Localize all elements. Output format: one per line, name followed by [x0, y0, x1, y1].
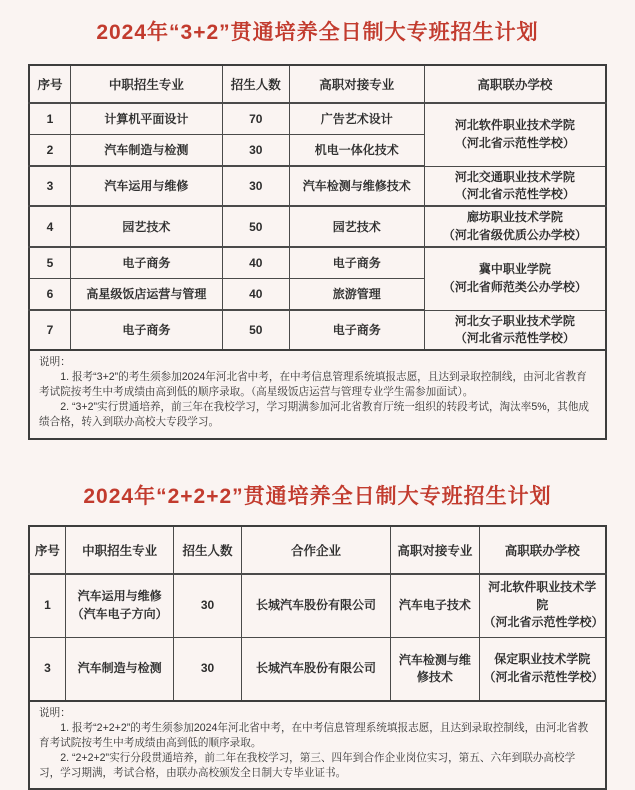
- th-secondary-major: 中职招生专业: [71, 65, 223, 103]
- note-line-1: 1. 报考“2+2+2”的考生须参加2024年河北省中考，在中考信息管理系统填报志愿，且达到录取控制线，由河北省教育考试院按考生中考成绩由高到低的顺序录取。: [39, 721, 589, 749]
- notes-label: 说明：: [39, 706, 71, 719]
- cell-partner-school: [424, 247, 606, 310]
- cell-secondary-major: 汽车制造与检测: [71, 135, 223, 167]
- cell-secondary-major: 电子商务: [71, 310, 223, 350]
- cell-enrollment-count: 50: [222, 206, 289, 247]
- cell-college-major: 机电一体化技术: [289, 135, 424, 167]
- table-row-3: [29, 166, 606, 206]
- th-secondary-major: 中职招生专业: [65, 526, 173, 574]
- table-row-1: [29, 103, 606, 135]
- school-name: 河北软件职业技术学院: [454, 118, 575, 133]
- school-tag: （河北省示范性学校）: [454, 186, 575, 201]
- cell-partner-school: [479, 574, 606, 638]
- school-name: 河北交通职业技术学院: [454, 169, 575, 184]
- cell-secondary-major: 高星级饭店运营与管理: [71, 279, 223, 311]
- cell-partner-school: [424, 166, 606, 206]
- cell-index: 5: [29, 247, 71, 279]
- table2-header: [29, 526, 606, 574]
- note-line-1: 1. 报考“3+2”的考生须参加2024年河北省中考，在中考信息管理系统填报志愿，且达到录取控制线，由河北省教育考试院按考生中考成绩由高到低的顺序录取。（高星级饭店运营与管理专业学生需参加面试）。: [39, 371, 587, 399]
- cell-college-major: 汽车电子技术: [391, 574, 479, 638]
- cell-partner-school: [479, 637, 606, 701]
- cell-index: 2: [29, 135, 71, 167]
- cell-college-major: 汽车检测与维修技术: [289, 166, 424, 206]
- table1-body: [29, 103, 606, 439]
- cell-partner-school: [424, 103, 606, 166]
- notes-section: [29, 350, 606, 438]
- school-name: 河北女子职业技术学院: [454, 313, 575, 328]
- table-2plus2plus2-enrollment: [28, 525, 607, 790]
- cell-index: 1: [29, 574, 65, 638]
- table-row-5: [29, 247, 606, 279]
- table2-notes-row: [29, 701, 606, 789]
- school-name: 保定职业技术学院: [494, 652, 591, 667]
- cell-enrollment-count: 40: [222, 247, 289, 279]
- school-name: 廊坊职业技术学院: [466, 210, 563, 225]
- cell-college-major: 汽车检测与维修技术: [391, 637, 479, 701]
- table1-header: [29, 65, 606, 103]
- table-row-1: [29, 574, 606, 638]
- table-row-2: [29, 637, 606, 701]
- school-tag: （河北省示范性学校）: [454, 135, 575, 150]
- cell-secondary-major: 计算机平面设计: [71, 103, 223, 135]
- th-enrollment-count: 招生人数: [222, 65, 289, 103]
- cell-secondary-major: 电子商务: [71, 247, 223, 279]
- cell-college-major: 电子商务: [289, 247, 424, 279]
- cell-secondary-major: [65, 574, 173, 638]
- notes-label: 说明：: [39, 356, 71, 369]
- th-index: 序号: [29, 526, 65, 574]
- table-row-4: [29, 206, 606, 247]
- cell-enrollment-count: 50: [222, 310, 289, 350]
- school-tag: （河北省示范性学校）: [454, 330, 575, 345]
- school-tag: （河北省示范性学校）: [483, 615, 604, 630]
- table-row-7: [29, 310, 606, 350]
- table-3plus2-enrollment: [28, 64, 607, 440]
- cell-secondary-major: 汽车制造与检测: [65, 637, 173, 701]
- title-2plus2plus2-plan: 2024年“2+2+2”贯通培养全日制大专班招生计划: [83, 484, 552, 508]
- th-enrollment-count: 招生人数: [174, 526, 242, 574]
- major-name: 汽车运用与维修: [77, 589, 162, 604]
- cell-secondary-major: 园艺技术: [71, 206, 223, 247]
- cell-partner-school: [424, 310, 606, 350]
- cell-index: 1: [29, 103, 71, 135]
- cell-cooperating-company: 长城汽车股份有限公司: [241, 574, 390, 638]
- school-tag: （河北省师范类公办学校）: [442, 279, 587, 294]
- cell-index: 7: [29, 310, 71, 350]
- cell-secondary-major: 汽车运用与维修: [71, 166, 223, 206]
- cell-college-major: 旅游管理: [289, 279, 424, 311]
- table1-header-row: [29, 65, 606, 103]
- cell-enrollment-count: 30: [222, 135, 289, 167]
- th-partner-school: 高职联办学校: [424, 65, 606, 103]
- cell-index: 4: [29, 206, 71, 247]
- notes-section: [29, 701, 606, 789]
- cell-cooperating-company: 长城汽车股份有限公司: [241, 637, 390, 701]
- cell-college-major: 广告艺术设计: [289, 103, 424, 135]
- cell-index: 3: [29, 166, 71, 206]
- cell-index: 6: [29, 279, 71, 311]
- table2-header-row: [29, 526, 606, 574]
- major-direction: （汽车电子方向）: [71, 606, 168, 621]
- school-name: 河北软件职业技术学院: [488, 580, 597, 612]
- cell-index: 3: [29, 637, 65, 701]
- cell-college-major: 电子商务: [289, 310, 424, 350]
- th-cooperating-company: 合作企业: [241, 526, 390, 574]
- cell-enrollment-count: 40: [222, 279, 289, 311]
- school-tag: （河北省级优质公办学校）: [442, 227, 587, 242]
- note-line-2: 2. “3+2”实行贯通培养，前三年在我校学习，学习期满参加河北省教育厅统一组织的转段考试，淘汰率5%，其他成绩合格，转入到联办高校大专段学习。: [39, 401, 590, 429]
- th-partner-school: 高职联办学校: [479, 526, 606, 574]
- cell-enrollment-count: 70: [222, 103, 289, 135]
- cell-enrollment-count: 30: [222, 166, 289, 206]
- cell-enrollment-count: 30: [174, 574, 242, 638]
- title-3plus2-plan: 2024年“3+2”贯通培养全日制大专班招生计划: [96, 21, 539, 44]
- note-line-2: 2. “2+2+2”实行分段贯通培养，前二年在我校学习，第三、四年到合作企业岗位实习，第五、六年到联办高校学习，学习期满，考试合格，由联办高校颁发全日制大专毕业证书。: [39, 751, 576, 779]
- table2-body: [29, 574, 606, 789]
- school-tag: （河北省示范性学校）: [483, 669, 604, 684]
- school-name: 冀中职业学院: [478, 262, 551, 277]
- th-college-major: 高职对接专业: [289, 65, 424, 103]
- table1-notes-row: [29, 350, 606, 438]
- th-college-major: 高职对接专业: [391, 526, 479, 574]
- cell-enrollment-count: 30: [174, 637, 242, 701]
- cell-college-major: 园艺技术: [289, 206, 424, 247]
- cell-partner-school: [424, 206, 606, 247]
- th-index: 序号: [29, 65, 71, 103]
